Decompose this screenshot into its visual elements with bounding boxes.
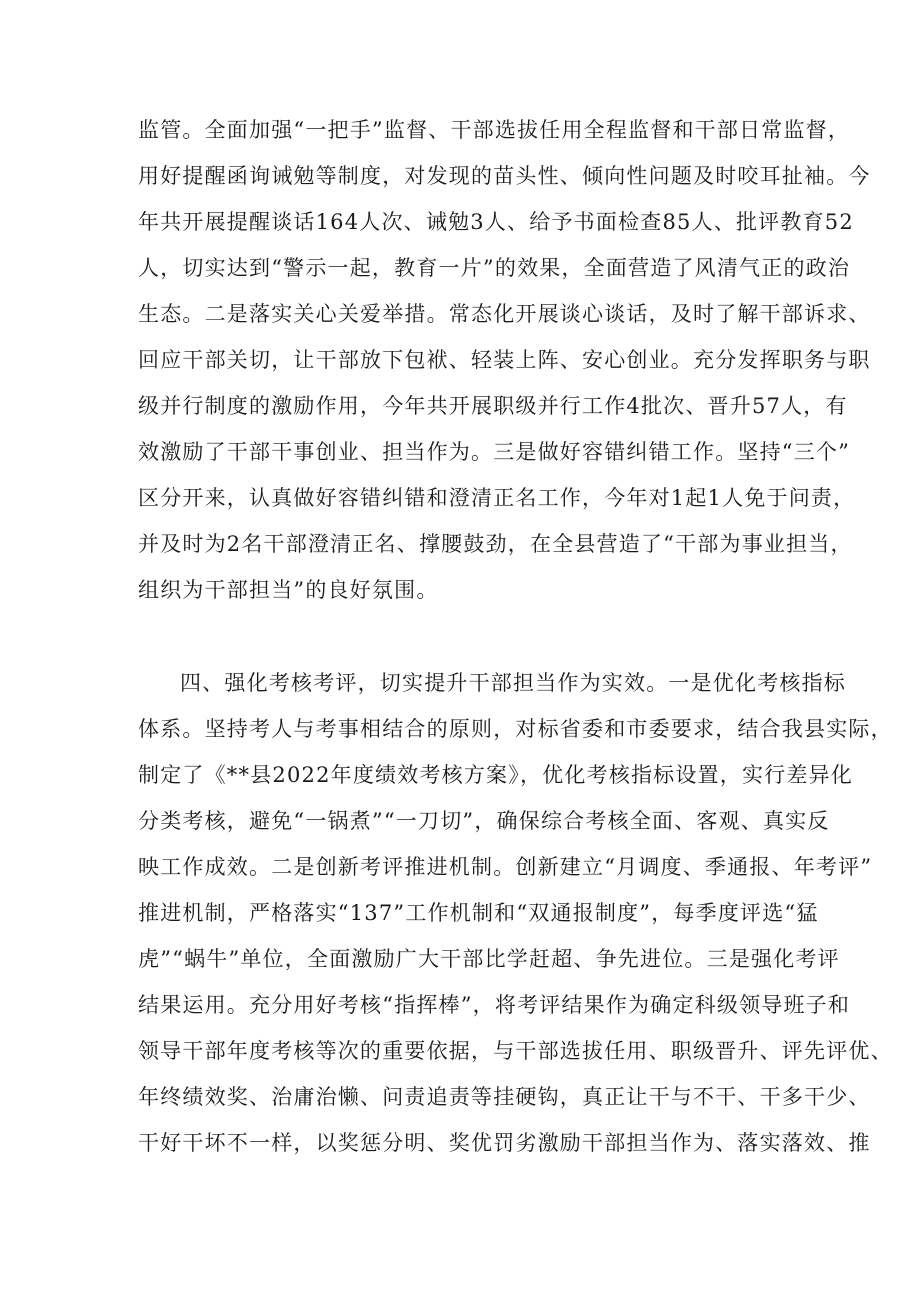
text-line: 监管。全面加强“一把手”监督、干部选拔任用全程监督和干部日常监督， bbox=[138, 118, 851, 142]
text-line: 年共开展提醒谈话164人次、诫勉3人、给予书面检查85人、批评教育52 bbox=[138, 210, 854, 234]
text-line: 映工作成效。二是创新考评推进机制。创新建立“月调度、季通报、年考评” bbox=[138, 855, 873, 879]
text-line: 回应干部关切，让干部放下包袱、轻装上阵、安心创业。充分发挥职务与职 bbox=[138, 348, 871, 372]
text-line: 分类考核，避免“一锅煮”“一刀切”，确保综合考核全面、客观、真实反 bbox=[138, 809, 830, 833]
text-line: 干好干坏不一样，以奖惩分明、奖优罚劣激励干部担当作为、落实落效、推 bbox=[138, 1131, 871, 1155]
text-line: 领导干部年度考核等次的重要依据，与干部选拔任用、职级晋升、评先评优、 bbox=[138, 1039, 893, 1063]
text-line: 生态。二是落实关心关爱举措。常态化开展谈心谈话，及时了解干部诉求、 bbox=[138, 302, 871, 326]
text-line: 制定了《**县2022年度绩效考核方案》，优化考核指标设置，实行差异化 bbox=[138, 763, 853, 787]
text-line: 体系。坚持考人与考事相结合的原则，对标省委和市委要求，结合我县实际， bbox=[138, 717, 893, 741]
text-line: 推进机制，严格落实“137”工作机制和“双通报制度”，每季度评选“猛 bbox=[138, 901, 819, 925]
text-line: 组织为干部担当”的良好氛围。 bbox=[138, 578, 439, 602]
paragraph-1 bbox=[138, 107, 871, 613]
text-line: 用好提醒函询诫勉等制度，对发现的苗头性、倾向性问题及时咬耳扯袖。今 bbox=[138, 164, 871, 188]
text-line: 级并行制度的激励作用，今年共开展职级并行工作4批次、晋升57人，有 bbox=[138, 394, 848, 418]
text-line: 年终绩效奖、治庸治懒、问责追责等挂硬钩，真正让干与不干、干多干少、 bbox=[138, 1085, 871, 1109]
text-line: 区分开来，认真做好容错纠错和澄清正名工作，今年对1起1人免于问责， bbox=[138, 486, 856, 510]
text-line: 效激励了干部干事创业、担当作为。三是做好容错纠错工作。坚持“三个” bbox=[138, 440, 851, 464]
text-line: 虎”“蜗牛”单位，全面激励广大干部比学赶超、争先进位。三是强化考评 bbox=[138, 947, 840, 971]
text-line: 四、强化考核考评，切实提升干部担当作为实效。一是优化考核指标 bbox=[180, 671, 846, 695]
text-line: 并及时为2名干部澄清正名、撑腰鼓劲，在全县营造了“干部为事业担当， bbox=[138, 532, 853, 556]
text-line: 人，切实达到“警示一起，教育一片”的效果，全面营造了风清气正的政治 bbox=[138, 256, 851, 280]
text-line: 结果运用。充分用好考核“指挥棒”，将考评结果作为确定科级领导班子和 bbox=[138, 993, 851, 1017]
paragraph-2 bbox=[138, 660, 893, 1166]
